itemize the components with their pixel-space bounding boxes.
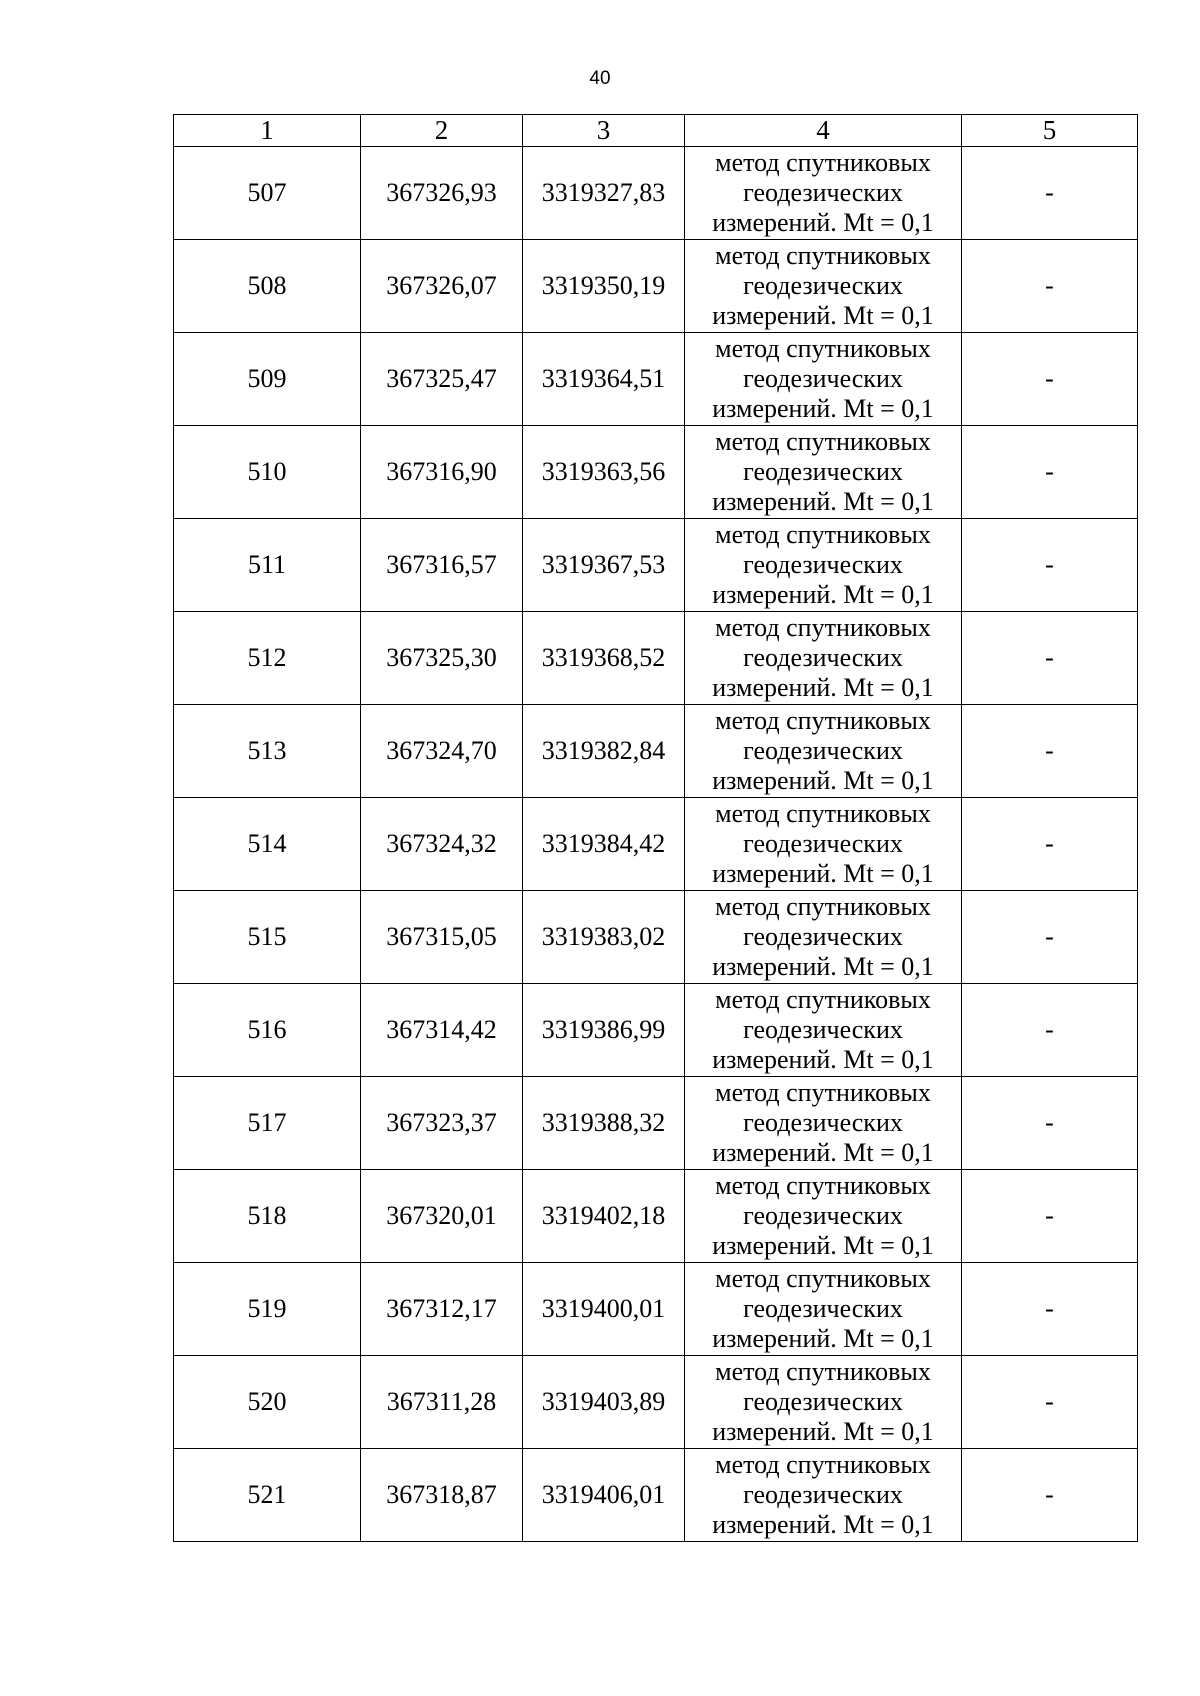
cell-method: метод спутниковых геодезических измерений. Mt = 0,1	[685, 1263, 962, 1356]
table-row	[174, 1263, 1138, 1356]
cell-coordinate-y: 3319388,32	[523, 1077, 685, 1170]
cell-point-number: 514	[174, 798, 361, 891]
cell-note: -	[962, 891, 1138, 984]
cell-point-number: 512	[174, 612, 361, 705]
cell-note: -	[962, 798, 1138, 891]
cell-note: -	[962, 426, 1138, 519]
cell-method: метод спутниковых геодезических измерений. Mt = 0,1	[685, 240, 962, 333]
cell-coordinate-y: 3319367,53	[523, 519, 685, 612]
table-row	[174, 891, 1138, 984]
table-row	[174, 426, 1138, 519]
table-row	[174, 612, 1138, 705]
cell-point-number: 519	[174, 1263, 361, 1356]
table-row	[174, 333, 1138, 426]
cell-coordinate-x: 367311,28	[361, 1356, 523, 1449]
cell-coordinate-x: 367326,93	[361, 147, 523, 240]
cell-note: -	[962, 612, 1138, 705]
cell-coordinate-x: 367325,47	[361, 333, 523, 426]
cell-coordinate-x: 367318,87	[361, 1449, 523, 1542]
table-row	[174, 1449, 1138, 1542]
cell-note: -	[962, 147, 1138, 240]
cell-coordinate-x: 367315,05	[361, 891, 523, 984]
table-row	[174, 240, 1138, 333]
cell-point-number: 510	[174, 426, 361, 519]
cell-coordinate-y: 3319400,01	[523, 1263, 685, 1356]
cell-note: -	[962, 1170, 1138, 1263]
cell-coordinate-y: 3319386,99	[523, 984, 685, 1077]
cell-method: метод спутниковых геодезических измерений. Mt = 0,1	[685, 426, 962, 519]
table-row	[174, 1170, 1138, 1263]
cell-point-number: 516	[174, 984, 361, 1077]
cell-coordinate-y: 3319402,18	[523, 1170, 685, 1263]
cell-note: -	[962, 333, 1138, 426]
cell-point-number: 518	[174, 1170, 361, 1263]
cell-coordinate-y: 3319383,02	[523, 891, 685, 984]
cell-coordinate-y: 3319384,42	[523, 798, 685, 891]
cell-note: -	[962, 1077, 1138, 1170]
cell-note: -	[962, 705, 1138, 798]
cell-note: -	[962, 519, 1138, 612]
cell-coordinate-x: 367312,17	[361, 1263, 523, 1356]
cell-coordinate-y: 3319327,83	[523, 147, 685, 240]
cell-point-number: 520	[174, 1356, 361, 1449]
cell-method: метод спутниковых геодезических измерений. Mt = 0,1	[685, 147, 962, 240]
cell-method: метод спутниковых геодезических измерений. Mt = 0,1	[685, 612, 962, 705]
cell-coordinate-y: 3319406,01	[523, 1449, 685, 1542]
page-number: 40	[589, 68, 611, 89]
cell-coordinate-x: 367316,90	[361, 426, 523, 519]
cell-coordinate-y: 3319368,52	[523, 612, 685, 705]
table-row	[174, 798, 1138, 891]
table-header	[174, 115, 1138, 147]
cell-coordinate-x: 367323,37	[361, 1077, 523, 1170]
cell-note: -	[962, 1263, 1138, 1356]
cell-method: метод спутниковых геодезических измерений. Mt = 0,1	[685, 984, 962, 1077]
column-header-5: 5	[962, 115, 1138, 147]
table-row	[174, 147, 1138, 240]
cell-point-number: 507	[174, 147, 361, 240]
cell-note: -	[962, 240, 1138, 333]
cell-coordinate-x: 367320,01	[361, 1170, 523, 1263]
table-row	[174, 1356, 1138, 1449]
table-row	[174, 984, 1138, 1077]
table-body	[174, 147, 1138, 1542]
cell-point-number: 517	[174, 1077, 361, 1170]
cell-coordinate-y: 3319350,19	[523, 240, 685, 333]
cell-method: метод спутниковых геодезических измерений. Mt = 0,1	[685, 1170, 962, 1263]
cell-point-number: 513	[174, 705, 361, 798]
cell-point-number: 515	[174, 891, 361, 984]
column-header-4: 4	[685, 115, 962, 147]
column-header-3: 3	[523, 115, 685, 147]
cell-coordinate-y: 3319364,51	[523, 333, 685, 426]
cell-coordinate-x: 367326,07	[361, 240, 523, 333]
cell-method: метод спутниковых геодезических измерений. Mt = 0,1	[685, 1356, 962, 1449]
cell-coordinate-x: 367316,57	[361, 519, 523, 612]
cell-note: -	[962, 1449, 1138, 1542]
cell-point-number: 509	[174, 333, 361, 426]
table-row	[174, 705, 1138, 798]
table-row	[174, 1077, 1138, 1170]
column-header-2: 2	[361, 115, 523, 147]
cell-coordinate-y: 3319382,84	[523, 705, 685, 798]
cell-point-number: 508	[174, 240, 361, 333]
cell-note: -	[962, 984, 1138, 1077]
cell-point-number: 521	[174, 1449, 361, 1542]
table-row	[174, 519, 1138, 612]
cell-method: метод спутниковых геодезических измерений. Mt = 0,1	[685, 798, 962, 891]
cell-method: метод спутниковых геодезических измерений. Mt = 0,1	[685, 1449, 962, 1542]
cell-coordinate-x: 367314,42	[361, 984, 523, 1077]
cell-point-number: 511	[174, 519, 361, 612]
cell-method: метод спутниковых геодезических измерений. Mt = 0,1	[685, 333, 962, 426]
column-header-1: 1	[174, 115, 361, 147]
cell-coordinate-x: 367325,30	[361, 612, 523, 705]
cell-note: -	[962, 1356, 1138, 1449]
cell-coordinate-y: 3319403,89	[523, 1356, 685, 1449]
cell-method: метод спутниковых геодезических измерений. Mt = 0,1	[685, 1077, 962, 1170]
cell-method: метод спутниковых геодезических измерений. Mt = 0,1	[685, 891, 962, 984]
cell-coordinate-x: 367324,32	[361, 798, 523, 891]
cell-method: метод спутниковых геодезических измерений. Mt = 0,1	[685, 519, 962, 612]
cell-method: метод спутниковых геодезических измерений. Mt = 0,1	[685, 705, 962, 798]
cell-coordinate-x: 367324,70	[361, 705, 523, 798]
header-row	[174, 115, 1138, 147]
coordinates-table	[173, 114, 1138, 1542]
cell-coordinate-y: 3319363,56	[523, 426, 685, 519]
